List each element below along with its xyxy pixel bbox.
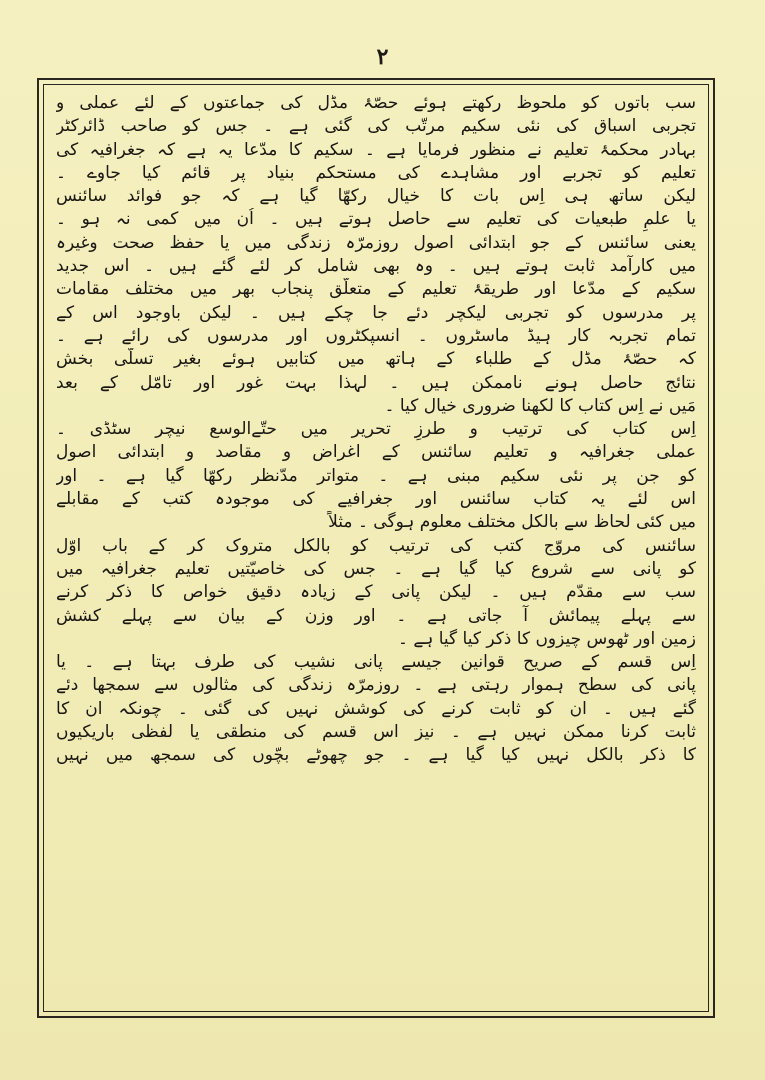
text-line: اِس کتاب کی ترتیب و طرزِ تحریر میں حتّےالوسع نیچر سٹڈی ۔ [56, 419, 696, 440]
text-line: زمین اور ٹھوس چیزوں کا ذکر کیا گیا ہے ۔ [398, 628, 696, 649]
page-number: ۲ [376, 44, 389, 70]
text-line: اس لئے یہ کتاب سائنس اور جغرافیے کی موجودہ کتب کے مقابلے [56, 489, 696, 510]
text-line: تعلیم کو تجربے اور مشاہدے کی مستحکم بنیاد پر قائم کیا جاوے ۔ [56, 162, 696, 183]
text-line: بہادر محکمۂ تعلیم نے منظور فرمایا ہے ۔ سکیم کا مدّعا یہ ہے کہ جغرافیہ کی [56, 139, 696, 160]
text-line: کا ذکر بالکل نہیں کیا گیا ہے ۔ جو چھوٹے بچّوں کی سمجھ میں نہیں [56, 745, 696, 766]
text-line: گئے ہیں ۔ ان کو ثابت کرنے کی کوشش نہیں کی گئی ۔ چونکہ ان کا [56, 698, 696, 719]
text-line: کو پانی سے شروع کیا گیا ہے ۔ جس کی خاصیّتیں تعلیم جغرافیہ میں [56, 558, 696, 579]
text-line: مَیں نے اِس کتاب کا لکھنا ضروری خیال کیا ۔ [384, 395, 696, 416]
text-line: لیکن ساتھ ہی اِس بات کا خیال رکھّا گیا ہے کہ جو فوائد سائنس [56, 186, 696, 207]
text-line: سب باتوں کو ملحوظ رکھتے ہوئے حصّۂ مڈل کی جماعتوں کے لئے عملی و [56, 93, 696, 113]
text-line: عملی جغرافیہ و تعلیم سائنس کے اغراض و مقاصد و ابتدائی اصول [56, 442, 696, 463]
text-line: سب سے مقدّم ہیں ۔ لیکن پانی کے زیادہ دقیق خواص کا ذکر کرنے [56, 582, 696, 603]
text-line: نتائج حاصل ہونے ناممکن ہیں ۔ لہذا بہت غور اور تامّل کے بعد [56, 372, 696, 393]
text-line: کو جن پر نئی سکیم مبنی ہے ۔ متواتر مدّنظر رکھّا گیا ہے ۔ اور [56, 465, 696, 486]
text-line: یا علمِ طبعیات کی تعلیم سے حاصل ہوتے ہیں ۔ اُن میں کمی نہ ہو ۔ [56, 209, 696, 230]
text-line: ثابت کرنا ممکن نہیں ہے ۔ نیز اس قسم کی منطقی یا لفظی باریکیوں [56, 722, 696, 743]
text-line: میں کئی لحاظ سے بالکل مختلف معلوم ہوگی ۔ مثلاً [328, 512, 696, 533]
text-line: یعنی سائنس کے جو ابتدائی اصول روزمرّہ زندگی میں یا حفظ صحت وغیرہ [56, 232, 696, 253]
text-line: پر مدرسوں کو تجربی لیکچر دئے جا چکے ہیں ۔ لیکن باوجود اس کے [56, 302, 696, 323]
text-line: تجربی اسباق کی نئی سکیم مرتّب کی گئی ہے ۔ جس کو صاحب ڈائرکٹر [56, 116, 696, 137]
text-line: کہ حصّۂ مڈل کے طلباء کے ہاتھ میں کتابیں ہوئے بغیر تسلّی بخش [56, 349, 696, 370]
text-line: میں کارآمد ثابت ہوتے ہیں ۔ وہ بھی شامل کر لئے گئے ہیں ۔ اس جدید [56, 256, 696, 277]
text-line: پانی کی سطح ہموار رہتی ہے ۔ روزمرّہ زندگی کی مثالوں سے سمجھا دئے [56, 675, 696, 696]
text-line: تمام تجربہ کار ہیڈ ماسٹروں ۔ انسپکٹروں اور مدرسوں کی رائے ہے ۔ [56, 325, 696, 346]
text-line: سکیم کے مدّعا اور طریقۂ تعلیم کے متعلّق پنجاب بھر میں مختلف مقامات [56, 279, 696, 300]
text-line: سائنس کی مروّج کتب کی ترتیب کو بالکل متروک کر کے باب اوّل [56, 535, 696, 556]
text-line: اِس قسم کے صریح قوانین جیسے پانی نشیب کی طرف بہتا ہے ۔ یا [56, 652, 696, 673]
urdu-text-body [56, 92, 696, 1004]
text-line: سے پہلے پیمائش آ جاتی ہے ۔ اور وزن کے بیان سے پہلے کشش [56, 605, 696, 626]
